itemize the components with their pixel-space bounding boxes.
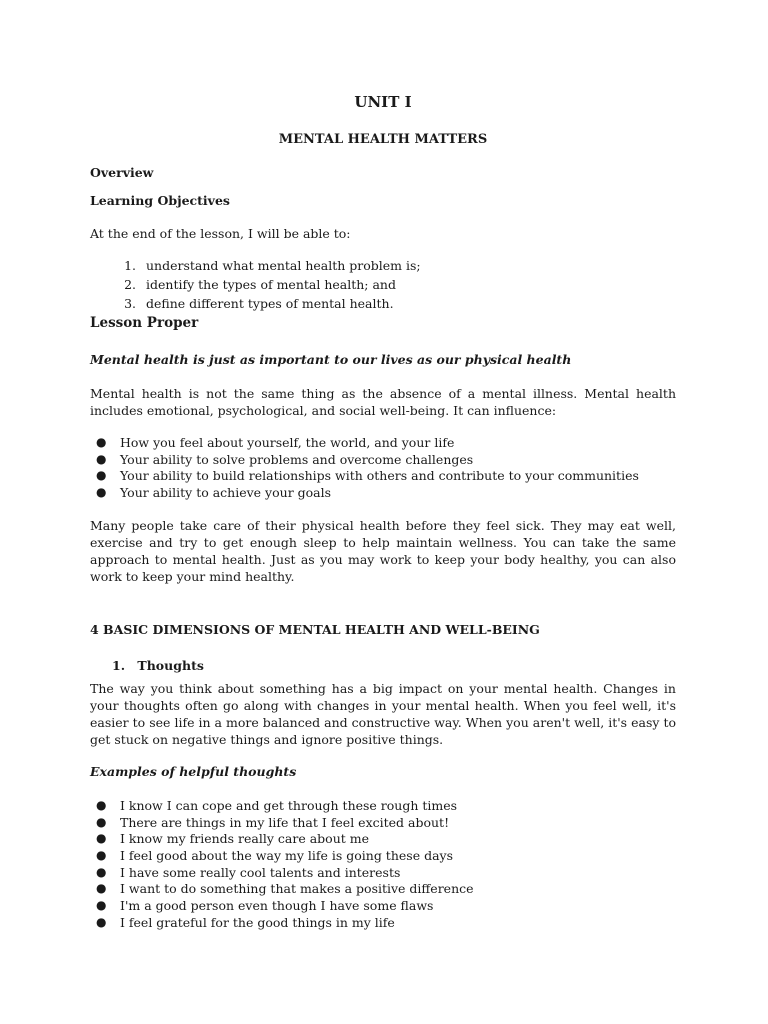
unit-title: UNIT I [354, 93, 412, 111]
overview-heading: Overview [90, 165, 154, 180]
influences-list [90, 434, 639, 501]
list-item [90, 257, 421, 276]
list-item-text: Your ability to achieve your goals [120, 485, 332, 501]
list-item [90, 276, 421, 295]
list-item [90, 434, 639, 451]
list-item [90, 864, 474, 881]
list-item-text: There are things in my life that I feel excited about! [120, 814, 450, 830]
lesson-intro: At the end of the lesson, I will be able to: [90, 226, 351, 241]
page-title: MENTAL HEALTH MATTERS [278, 132, 488, 147]
bullet-icon: ● [96, 451, 107, 466]
list-item-text: Your ability to solve problems and overcome challenges [120, 451, 474, 467]
bullet-icon: ● [96, 848, 107, 863]
list-item-text: I'm a good person even though I have some flaws [120, 898, 434, 914]
section-subheading: Mental health is just as important to our lives as our physical health [90, 352, 572, 367]
paragraph: The way you think about something has a big impact on your mental health. Changes in your thoughts often go along with changes in your mental health. When you feel well, it's easier to see life in a more balanced and constructive way. When you aren't well, it's easy to get stuck on negative things and ignore positive things. [90, 681, 676, 747]
objectives-list [90, 257, 421, 314]
examples-heading: Examples of helpful thoughts [90, 764, 297, 779]
list-number: 1. [124, 258, 136, 273]
bullet-icon: ● [96, 881, 107, 896]
list-item-text: I know my friends really care about me [120, 831, 369, 847]
list-item [90, 880, 474, 897]
bullet-icon: ● [96, 435, 107, 449]
dimensions-heading: 4 BASIC DIMENSIONS OF MENTAL HEALTH AND WELL-BEING [90, 622, 540, 637]
list-number: 2. [124, 277, 136, 292]
bullet-icon: ● [96, 914, 107, 929]
list-item [90, 484, 639, 501]
bullet-icon: ● [96, 468, 107, 483]
list-number: 3. [124, 296, 136, 311]
paragraph: Mental health is not the same thing as the absence of a mental illness. Mental health includes emotional, psychological, and social well-being. It can influence: [90, 386, 676, 418]
list-item [90, 914, 474, 931]
list-item [90, 847, 474, 864]
bullet-icon: ● [96, 798, 107, 812]
list-item [90, 830, 474, 847]
lesson-proper-heading: Lesson Proper [90, 315, 199, 331]
list-item [90, 814, 474, 831]
bullet-icon: ● [96, 485, 107, 500]
bullet-icon: ● [96, 898, 107, 913]
list-item [90, 295, 421, 314]
bullet-icon: ● [96, 831, 107, 846]
list-item-text: I know I can cope and get through these rough times [120, 798, 458, 813]
list-item-text: understand what mental health problem is; [146, 258, 421, 273]
paragraph: Many people take care of their physical health before they feel sick. They may eat well, exercise and try to get enough sleep to help maintain wellness. You can take the same approach to mental health. Just as you may work to keep your body healthy, you can also work to keep your mind healthy. [90, 518, 676, 584]
dimension-heading [112, 657, 204, 674]
list-item [90, 451, 639, 468]
list-item-text: How you feel about yourself, the world, and your life [120, 435, 455, 450]
list-number: 1. [112, 658, 126, 673]
bullet-icon: ● [96, 864, 107, 879]
examples-list [90, 797, 474, 931]
bullet-icon: ● [96, 814, 107, 829]
list-item [90, 897, 474, 914]
list-item-text: Your ability to build relationships with others and contribute to your communities [120, 468, 639, 484]
list-item [90, 797, 474, 814]
learning-objectives-heading: Learning Objectives [90, 193, 230, 208]
list-item-text: I feel grateful for the good things in my life [120, 914, 395, 930]
list-item-text: I feel good about the way my life is going these days [120, 848, 453, 864]
list-item-text: I have some really cool talents and interests [120, 864, 401, 880]
list-item-text: define different types of mental health. [146, 296, 394, 311]
dimension-label: Thoughts [137, 658, 204, 673]
list-item [90, 467, 639, 484]
list-item-text: I want to do something that makes a positive difference [120, 881, 474, 897]
list-item-text: identify the types of mental health; and [146, 277, 396, 292]
